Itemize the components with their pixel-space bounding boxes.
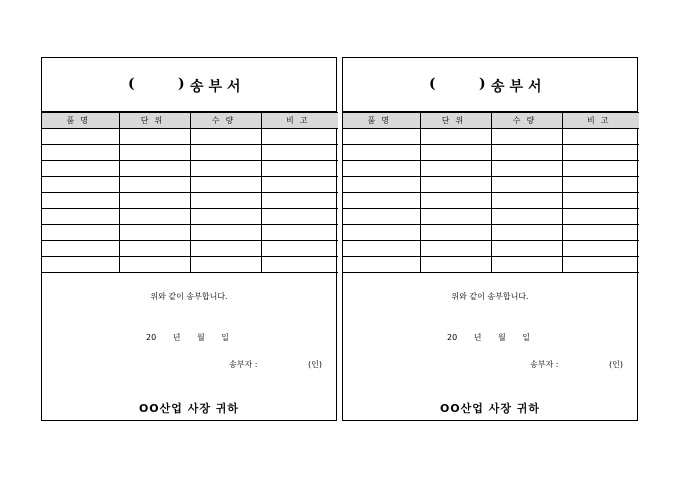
table-cell[interactable] (42, 129, 119, 145)
table-cell[interactable] (190, 161, 261, 177)
table-row (42, 177, 338, 193)
table-cell[interactable] (261, 209, 338, 225)
table-cell[interactable] (420, 209, 491, 225)
table-cell[interactable] (491, 145, 562, 161)
table-cell[interactable] (261, 225, 338, 241)
table-row (343, 241, 639, 257)
table-cell[interactable] (42, 257, 119, 273)
date-year-unit: 년 (172, 333, 181, 342)
table-cell[interactable] (562, 177, 639, 193)
table-body (42, 129, 338, 273)
table-cell[interactable] (420, 225, 491, 241)
table-cell[interactable] (42, 177, 119, 193)
table-row (42, 209, 338, 225)
table-cell[interactable] (190, 225, 261, 241)
sender-label: 송부자 : (229, 360, 258, 369)
table-cell[interactable] (261, 177, 338, 193)
col-header-item-name: 품명 (42, 113, 119, 129)
table-cell[interactable] (119, 225, 190, 241)
table-cell[interactable] (343, 177, 420, 193)
statement-text: 위와 같이 송부합니다. (150, 292, 228, 301)
table-cell[interactable] (190, 145, 261, 161)
table-cell[interactable] (119, 177, 190, 193)
table-cell[interactable] (261, 161, 338, 177)
table-body (343, 129, 639, 273)
table-cell[interactable] (119, 129, 190, 145)
col-header-remarks: 비고 (562, 113, 639, 129)
table-cell[interactable] (343, 145, 420, 161)
col-header-unit: 단위 (119, 113, 190, 129)
form-title (343, 58, 637, 112)
table-row (343, 161, 639, 177)
form-footer (343, 281, 637, 420)
table-cell[interactable] (42, 225, 119, 241)
table-cell[interactable] (562, 161, 639, 177)
table-cell[interactable] (190, 257, 261, 273)
date-line (447, 332, 544, 343)
table-row (42, 241, 338, 257)
table-cell[interactable] (420, 241, 491, 257)
table-row (42, 145, 338, 161)
seal-label: (인) (308, 360, 322, 369)
table-cell[interactable] (119, 193, 190, 209)
table-cell[interactable] (119, 241, 190, 257)
table-cell[interactable] (261, 241, 338, 257)
table-cell[interactable] (562, 129, 639, 145)
table-cell[interactable] (343, 241, 420, 257)
table-cell[interactable] (491, 161, 562, 177)
table-cell[interactable] (562, 257, 639, 273)
items-table (343, 112, 639, 273)
table-cell[interactable] (491, 193, 562, 209)
title-paren-close: ) (479, 76, 486, 92)
table-cell[interactable] (343, 257, 420, 273)
statement-text: 위와 같이 송부합니다. (451, 292, 529, 301)
table-cell[interactable] (491, 177, 562, 193)
date-day-unit: 일 (522, 333, 531, 342)
table-cell[interactable] (119, 161, 190, 177)
form-footer (42, 281, 336, 420)
table-row (42, 225, 338, 241)
table-cell[interactable] (42, 161, 119, 177)
sender-label: 송부자 : (530, 360, 559, 369)
table-cell[interactable] (562, 241, 639, 257)
table-cell[interactable] (343, 193, 420, 209)
title-paren-close: ) (178, 76, 185, 92)
table-cell[interactable] (190, 177, 261, 193)
table-cell[interactable] (343, 129, 420, 145)
table-cell[interactable] (420, 257, 491, 273)
col-header-unit: 단위 (420, 113, 491, 129)
date-year-unit: 년 (473, 333, 482, 342)
title-text: 송부서 (190, 79, 246, 95)
table-cell[interactable] (420, 177, 491, 193)
table-cell[interactable] (420, 161, 491, 177)
table-cell[interactable] (491, 209, 562, 225)
table-row (343, 225, 639, 241)
seal-label: (인) (609, 360, 623, 369)
table-cell[interactable] (190, 209, 261, 225)
table-header-row (343, 113, 639, 129)
table-cell[interactable] (190, 241, 261, 257)
table-row (343, 129, 639, 145)
table-row (42, 257, 338, 273)
title-paren-open: ( (128, 76, 135, 92)
col-header-quantity: 수량 (491, 113, 562, 129)
table-cell[interactable] (562, 193, 639, 209)
table-cell[interactable] (42, 145, 119, 161)
table-cell[interactable] (261, 145, 338, 161)
col-header-remarks: 비고 (261, 113, 338, 129)
table-cell[interactable] (420, 193, 491, 209)
table-cell[interactable] (562, 225, 639, 241)
table-cell[interactable] (491, 241, 562, 257)
table-header-row (42, 113, 338, 129)
transmittal-form-right (342, 57, 638, 421)
table-cell[interactable] (491, 129, 562, 145)
table-row (343, 193, 639, 209)
table-cell[interactable] (42, 241, 119, 257)
table-cell[interactable] (190, 193, 261, 209)
addressee: OO산업 사장 귀하 (439, 402, 541, 415)
table-cell[interactable] (562, 209, 639, 225)
table-cell[interactable] (42, 193, 119, 209)
table-cell[interactable] (343, 209, 420, 225)
table-row (343, 145, 639, 161)
table-row (42, 161, 338, 177)
date-day-unit: 일 (221, 333, 230, 342)
transmittal-form-left (41, 57, 337, 421)
form-title (42, 58, 336, 112)
table-cell[interactable] (343, 225, 420, 241)
table-cell[interactable] (261, 129, 338, 145)
items-table (42, 112, 338, 273)
table-row (343, 177, 639, 193)
col-header-item-name: 품명 (343, 113, 420, 129)
date-line (146, 332, 243, 343)
table-cell[interactable] (119, 209, 190, 225)
table-cell[interactable] (261, 193, 338, 209)
table-row (343, 209, 639, 225)
date-month-unit: 월 (197, 333, 205, 342)
table-cell[interactable] (119, 145, 190, 161)
table-cell[interactable] (343, 161, 420, 177)
table-cell[interactable] (491, 225, 562, 241)
date-year: 20 (146, 333, 157, 342)
col-header-quantity: 수량 (190, 113, 261, 129)
table-row (42, 129, 338, 145)
date-year: 20 (447, 333, 458, 342)
title-paren-open: ( (429, 76, 436, 92)
table-cell[interactable] (420, 129, 491, 145)
table-cell[interactable] (491, 257, 562, 273)
table-row (343, 257, 639, 273)
table-cell[interactable] (420, 145, 491, 161)
title-text: 송부서 (491, 79, 547, 95)
addressee: OO산업 사장 귀하 (138, 402, 240, 415)
table-row (42, 193, 338, 209)
date-month-unit: 월 (498, 333, 506, 342)
table-cell[interactable] (42, 209, 119, 225)
table-cell[interactable] (119, 257, 190, 273)
table-cell[interactable] (562, 145, 639, 161)
table-cell[interactable] (261, 257, 338, 273)
table-cell[interactable] (190, 129, 261, 145)
